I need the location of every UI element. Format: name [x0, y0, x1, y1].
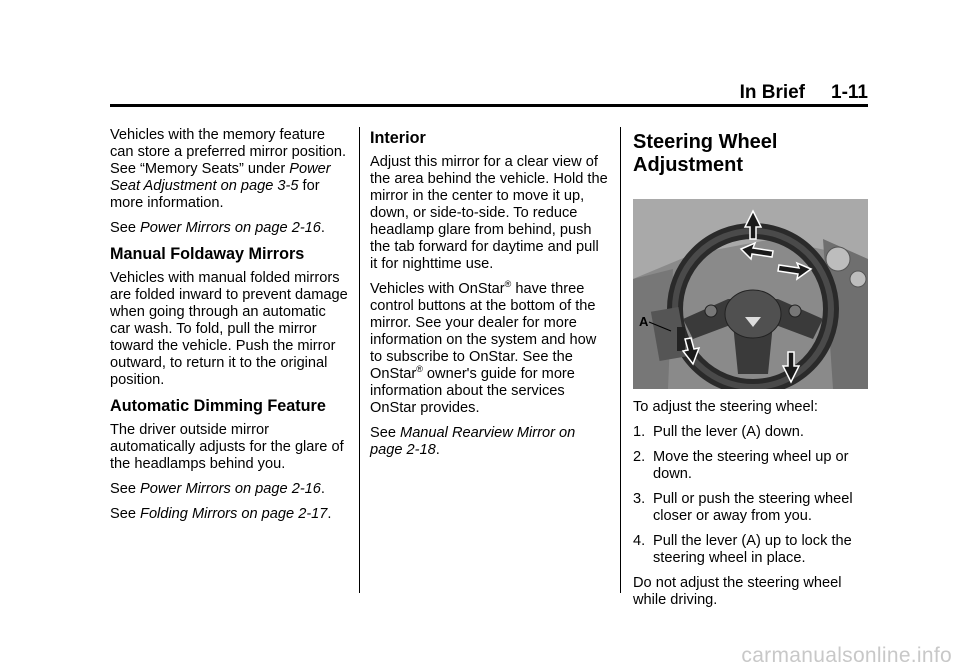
steering-wheel-drawing	[633, 199, 868, 389]
power-mirrors-link-2[interactable]: Power Mirrors on page 2-16	[140, 481, 321, 497]
see-power-mirrors: See Power Mirrors on page 2-16.	[110, 220, 325, 236]
column-left	[110, 127, 350, 531]
memory-paragraph: Vehicles with the memory feature can store a preferred mirror position. See “Memory Seats” under Power Seat Adjustment on page 3-5 for more information.	[110, 127, 347, 211]
see-power-mirrors-2: See Power Mirrors on page 2-16.	[110, 481, 325, 497]
warning-text: Do not adjust the steering wheel while driving.	[633, 575, 842, 608]
figure-label-a: A	[639, 314, 649, 329]
steering-heading: Steering Wheel Adjustment	[633, 131, 778, 176]
page-number: 1-11	[831, 82, 868, 103]
step-item: 4. Pull the lever (A) up to lock the steering wheel in place.	[633, 533, 852, 566]
power-mirrors-link[interactable]: Power Mirrors on page 2-16	[140, 220, 321, 236]
step-item: 2. Move the steering wheel up or down.	[633, 449, 849, 482]
rearview-mirror-link[interactable]: Manual Rearview Mirror on page 2-18	[370, 425, 576, 458]
see-folding-mirrors: See Folding Mirrors on page 2-17.	[110, 506, 332, 522]
see-rearview-mirror: See Manual Rearview Mirror on page 2-18.	[370, 425, 576, 458]
column-right	[633, 127, 868, 617]
dimming-heading: Automatic Dimming Feature	[110, 397, 326, 415]
folding-mirrors-link[interactable]: Folding Mirrors on page 2-17	[140, 506, 328, 522]
power-seat-link[interactable]: Power Seat Adjustment on page 3-5	[110, 161, 331, 194]
registered-mark: ®	[504, 279, 512, 290]
interior-text: Adjust this mirror for a clear view of the area behind the vehicle. Hold the mirror in the center to move it up, down, or side-to-side. To reduce headlamp glare from behind, push the tab forward for daytime and pull it for nighttime use.	[370, 154, 608, 272]
page-header	[110, 82, 868, 104]
onstar-text: Vehicles with OnStar® have three control buttons at the bottom of the mirror. See your dealer for more information on the system and how to subscribe to OnStar. See the OnStar® owner's guide for more information about the services OnStar provides.	[370, 279, 597, 416]
foldaway-heading: Manual Foldaway Mirrors	[110, 245, 305, 263]
steps-list	[633, 424, 868, 567]
foldaway-text: Vehicles with manual folded mirrors are folded inward to prevent damage when going through an automatic car wash. To fold, pull the mirror toward the vehicle. Push the mirror outward, to return it to the original position.	[110, 270, 348, 388]
section-title: In Brief	[739, 82, 806, 103]
step-item: 1. Pull the lever (A) down.	[633, 424, 804, 440]
column-divider	[620, 127, 621, 593]
column-middle	[370, 127, 610, 467]
header-rule	[110, 104, 868, 107]
column-divider	[359, 127, 360, 593]
steering-intro: To adjust the steering wheel:	[633, 399, 818, 415]
step-item: 3. Pull or push the steering wheel closer or away from you.	[633, 491, 853, 524]
dimming-text: The driver outside mirror automatically adjusts for the glare of the headlamps behind you.	[110, 422, 344, 472]
registered-mark: ®	[416, 364, 423, 375]
steering-wheel-illustration	[633, 199, 868, 389]
interior-heading: Interior	[370, 129, 426, 147]
watermark: carmanualsonline.info	[741, 644, 952, 667]
